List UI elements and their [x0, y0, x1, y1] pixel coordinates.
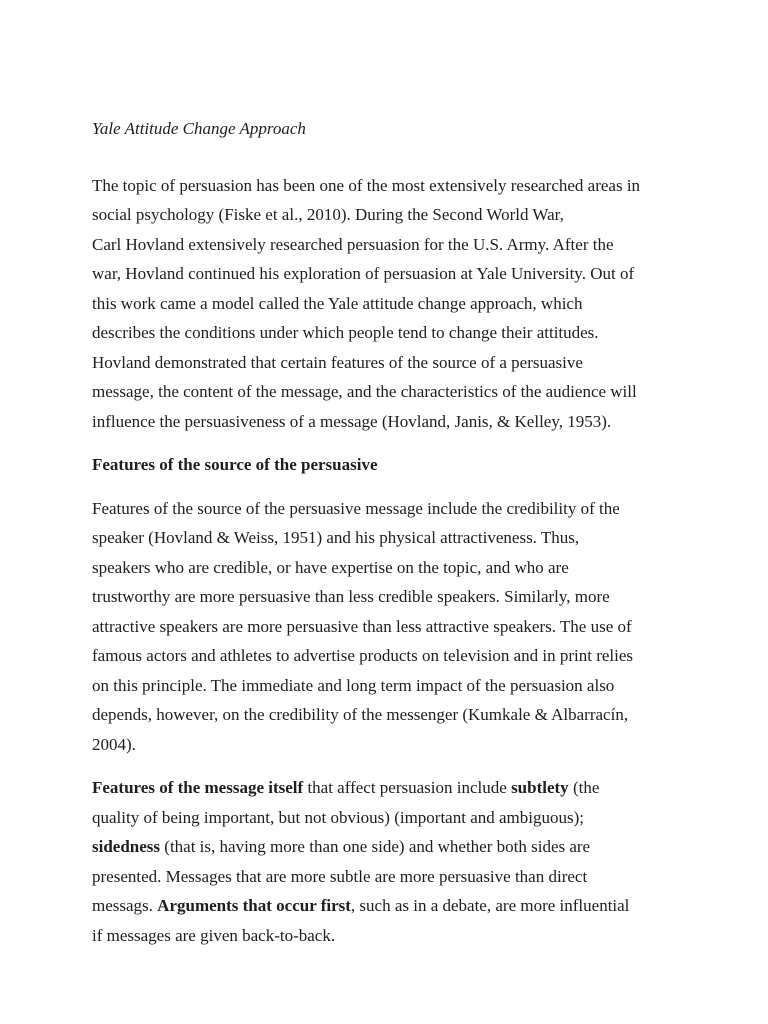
paragraph-message [92, 773, 692, 950]
text-line: this work came a model called the Yale attitude change approach, which [92, 293, 583, 313]
text-line: speaker (Hovland & Weiss, 1951) and his physical attractiveness. Thus, [92, 528, 580, 547]
text-line: Carl Hovland extensively researched persuasion for the U.S. Army. After the [92, 234, 614, 254]
text-line: if messages are given back-to-back. [92, 925, 336, 945]
text-run: (the [568, 778, 600, 797]
text-line: influence the persuasiveness of a message (Hovland, Janis, & Kelley, 1953). [92, 411, 612, 431]
bold-term: Features of the message itself [92, 778, 304, 797]
document-page [92, 114, 692, 964]
text-line: depends, however, on the credibility of the messenger (Kumkale & Albarracín, [92, 705, 629, 724]
text-line: speakers who are credible, or have expertise on the topic, and who are [92, 557, 569, 577]
text-line: presented. Messages that are more subtle are more persuasive than direct [92, 866, 588, 886]
text-line: trustworthy are more persuasive than less credible speakers. Similarly, more [92, 587, 610, 606]
text-line: social psychology (Fiske et al., 2010). During the Second World War, [92, 205, 564, 224]
text-line: famous actors and athletes to advertise products on television and in print relies [92, 646, 634, 665]
text-line: Features of the source of the persuasive message include the credibility of the [92, 498, 620, 518]
text-line [92, 832, 692, 862]
text-line: attractive speakers are more persuasive than less attractive speakers. The use of [92, 616, 632, 636]
bold-term: subtlety [511, 778, 569, 797]
text-run: (that is, having more than one side) and whether both sides are [160, 837, 591, 856]
document-title: Yale Attitude Change Approach [92, 119, 306, 138]
section-heading-source: Features of the source of the persuasive [92, 455, 378, 474]
text-line: on this principle. The immediate and long term impact of the persuasion also [92, 675, 615, 695]
bold-term: Arguments that occur first [157, 896, 351, 915]
text-line [92, 773, 692, 803]
text-line: Hovland demonstrated that certain features of the source of a persuasive [92, 352, 583, 372]
paragraph-intro [92, 171, 692, 437]
bold-term: sidedness [92, 837, 161, 856]
text-line: 2004). [92, 734, 136, 754]
paragraph-source [92, 494, 692, 760]
text-line: message, the content of the message, and the characteristics of the audience will [92, 382, 637, 401]
text-line: war, Hovland continued his exploration of persuasion at Yale University. Out of [92, 264, 635, 283]
text-run: that affect persuasion include [303, 778, 512, 797]
text-line: The topic of persuasion has been one of the most extensively researched areas in [92, 175, 641, 195]
text-run: , such as in a debate, are more influential [350, 896, 630, 915]
text-line: quality of being important, but not obvious) (important and ambiguous); [92, 807, 584, 827]
text-run: messags. [92, 896, 158, 915]
text-line: describes the conditions under which people tend to change their attitudes. [92, 323, 599, 342]
text-line [92, 891, 692, 921]
